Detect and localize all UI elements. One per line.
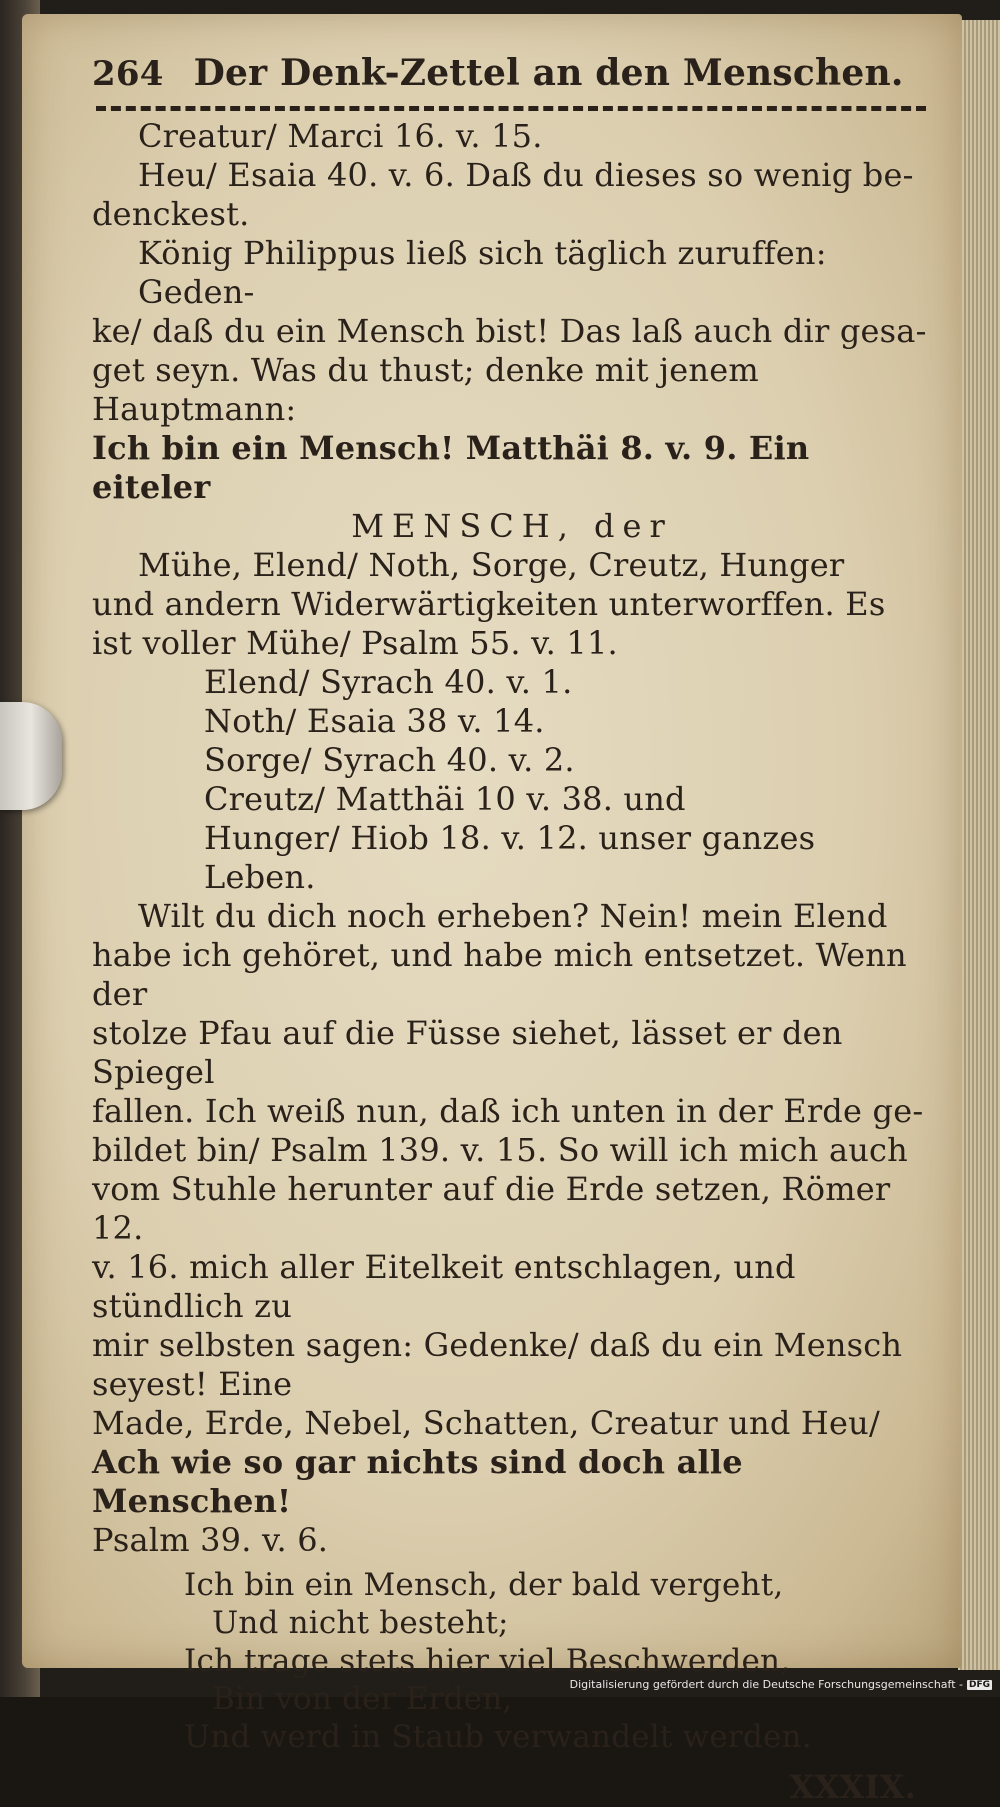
verse-line: Ich bin ein Mensch, der bald vergeht,: [92, 1566, 932, 1604]
page-number: 264: [92, 55, 164, 94]
verse-line: Bin von der Erden,: [92, 1680, 932, 1718]
credit-text: Digitalisierung gefördert durch die Deutsche Forschungsgemeinschaft -: [570, 1678, 963, 1691]
text-line: und andern Widerwärtigkeiten unterworffen. Es: [92, 585, 932, 624]
text-line: Creatur/ Marci 16. v. 15.: [92, 117, 932, 156]
text-line: get seyn. Was du thust; denke mit jenem Hauptmann:: [92, 351, 932, 429]
page-text: [92, 54, 932, 1807]
verse-line: Und werd in Staub verwandelt werden.: [92, 1718, 932, 1756]
text-line: mir selbsten sagen: Gedenke/ daß du ein Mensch: [92, 1326, 932, 1365]
verse-line: Ich trage stets hier viel Beschwerden,: [92, 1642, 932, 1680]
text-line: v. 16. mich aller Eitelkeit entschlagen, und stündlich zu: [92, 1248, 932, 1326]
verse-line: Und nicht besteht;: [92, 1604, 932, 1642]
text-line: Made, Erde, Nebel, Schatten, Creatur und Heu/: [92, 1404, 932, 1443]
text-line: habe ich gehöret, und habe mich entsetzet. Wenn der: [92, 936, 932, 1014]
text-line: stolze Pfau auf die Füsse siehet, lässet er den Spiegel: [92, 1014, 932, 1092]
text-line: Elend/ Syrach 40. v. 1.: [92, 663, 932, 702]
text-line: Ach wie so gar nichts sind doch alle Menschen!: [92, 1443, 932, 1521]
text-line: ke/ daß du ein Mensch bist! Das laß auch dir gesa-: [92, 312, 932, 351]
page-stack-edge: [958, 20, 1000, 1670]
dfg-logo: DFG: [967, 1680, 992, 1690]
page-clip: [0, 702, 62, 810]
signature-mark: XXXIX.: [92, 1768, 932, 1807]
text-line: Sorge/ Syrach 40. v. 2.: [92, 741, 932, 780]
text-line: Mühe, Elend/ Noth, Sorge, Creutz, Hunger: [92, 546, 932, 585]
text-line: Ich bin ein Mensch! Matthäi 8. v. 9. Ein eiteler: [92, 429, 932, 507]
text-line: König Philippus ließ sich täglich zuruffen: Geden-: [92, 234, 932, 312]
text-line: Noth/ Esaia 38 v. 14.: [92, 702, 932, 741]
text-line: fallen. Ich weiß nun, daß ich unten in der Erde ge-: [92, 1092, 932, 1131]
running-title: Der Denk-Zettel an den Menschen.: [194, 54, 904, 93]
page-header: [92, 54, 932, 102]
text-line: Wilt du dich noch erheben? Nein! mein Elend: [92, 897, 932, 936]
text-line-heading: MENSCH, der: [92, 507, 932, 546]
text-line: Hunger/ Hiob 18. v. 12. unser ganzes Leben.: [92, 819, 932, 897]
digitization-credit: [570, 1678, 992, 1691]
text-line: ist voller Mühe/ Psalm 55. v. 11.: [92, 624, 932, 663]
text-line: denckest.: [92, 195, 932, 234]
text-line: Heu/ Esaia 40. v. 6. Daß du dieses so wenig be-: [92, 156, 932, 195]
header-rule: [96, 106, 926, 111]
text-line: seyest! Eine: [92, 1365, 932, 1404]
text-line: bildet bin/ Psalm 139. v. 15. So will ich mich auch: [92, 1131, 932, 1170]
text-line: Psalm 39. v. 6.: [92, 1521, 932, 1560]
book-page: [22, 14, 962, 1668]
text-line: vom Stuhle herunter auf die Erde setzen, Römer 12.: [92, 1170, 932, 1248]
text-line: Creutz/ Matthäi 10 v. 38. und: [92, 780, 932, 819]
verse-block: [92, 1566, 932, 1756]
